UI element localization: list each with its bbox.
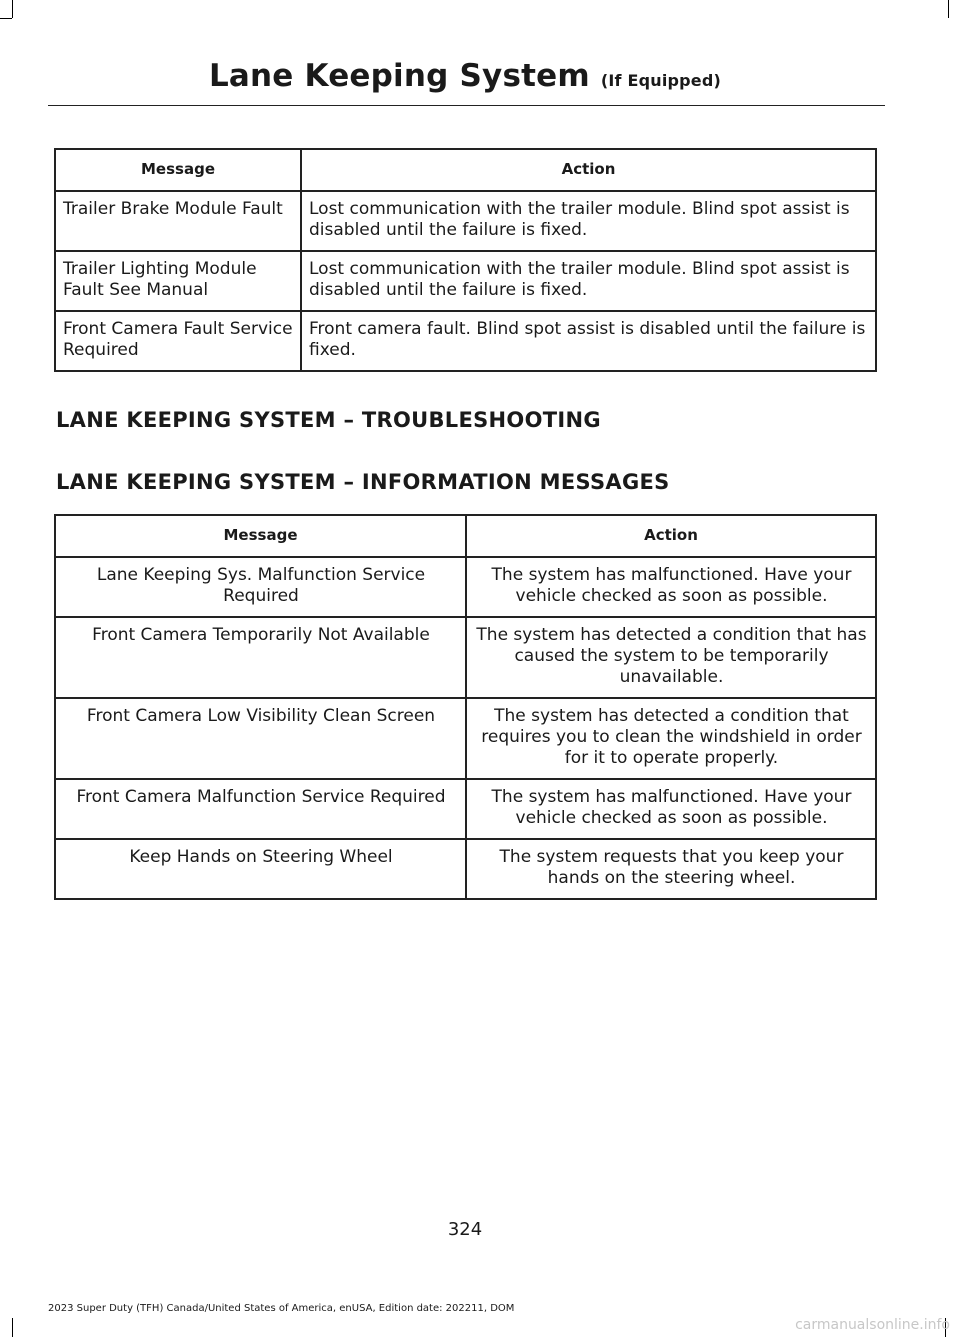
crop-mark-bottom-left <box>12 1318 13 1337</box>
page-title-text: Lane Keeping System <box>208 58 590 94</box>
information-messages-heading: LANE KEEPING SYSTEM – INFORMATION MESSAGES <box>56 470 670 494</box>
action-cell: The system has malfunctioned. Have your vehicle checked as soon as possible. <box>466 779 876 839</box>
column-header-action: Action <box>466 515 876 557</box>
message-cell: Front Camera Fault Service Required <box>55 311 301 371</box>
message-cell: Front Camera Malfunction Service Required <box>55 779 466 839</box>
action-cell: The system has detected a condition that has caused the system to be temporarily unavailable. <box>466 617 876 698</box>
table-row <box>55 779 876 839</box>
watermark: carmanualsonline.info <box>795 1317 950 1333</box>
message-cell: Keep Hands on Steering Wheel <box>55 839 466 899</box>
table-row <box>55 698 876 779</box>
message-cell: Trailer Lighting Module Fault See Manual <box>55 251 301 311</box>
table-row <box>55 311 876 371</box>
crop-mark-top-left <box>12 0 13 18</box>
message-cell: Front Camera Temporarily Not Available <box>55 617 466 698</box>
message-cell: Trailer Brake Module Fault <box>55 191 301 251</box>
page-number: 324 <box>447 1219 483 1240</box>
table-header-row <box>55 149 876 191</box>
table-header-row <box>55 515 876 557</box>
table-row <box>55 617 876 698</box>
page-title <box>0 58 930 94</box>
crop-mark-top-right <box>948 0 949 18</box>
column-header-message: Message <box>55 515 466 557</box>
message-cell: Lane Keeping Sys. Malfunction Service Required <box>55 557 466 617</box>
action-cell: The system requests that you keep your hands on the steering wheel. <box>466 839 876 899</box>
information-messages-table <box>54 514 877 900</box>
table-row <box>55 191 876 251</box>
trailer-messages-table <box>54 148 877 372</box>
table-row <box>55 251 876 311</box>
action-cell: The system has detected a condition that requires you to clean the windshield in order for it to operate properly. <box>466 698 876 779</box>
action-cell: Lost communication with the trailer module. Blind spot assist is disabled until the failure is fixed. <box>301 251 876 311</box>
table-row <box>55 557 876 617</box>
action-cell: Lost communication with the trailer module. Blind spot assist is disabled until the failure is fixed. <box>301 191 876 251</box>
page-title-suffix: (If Equipped) <box>600 71 722 90</box>
troubleshooting-heading: LANE KEEPING SYSTEM – TROUBLESHOOTING <box>56 408 601 432</box>
column-header-message: Message <box>55 149 301 191</box>
crop-mark-top-left-h <box>0 18 12 19</box>
action-cell: Front camera fault. Blind spot assist is disabled until the failure is fixed. <box>301 311 876 371</box>
table-row <box>55 839 876 899</box>
action-cell: The system has malfunctioned. Have your vehicle checked as soon as possible. <box>466 557 876 617</box>
message-cell: Front Camera Low Visibility Clean Screen <box>55 698 466 779</box>
edition-footer: 2023 Super Duty (TFH) Canada/United States of America, enUSA, Edition date: 202211, DOM <box>48 1303 515 1314</box>
column-header-action: Action <box>301 149 876 191</box>
header-divider <box>48 105 885 106</box>
